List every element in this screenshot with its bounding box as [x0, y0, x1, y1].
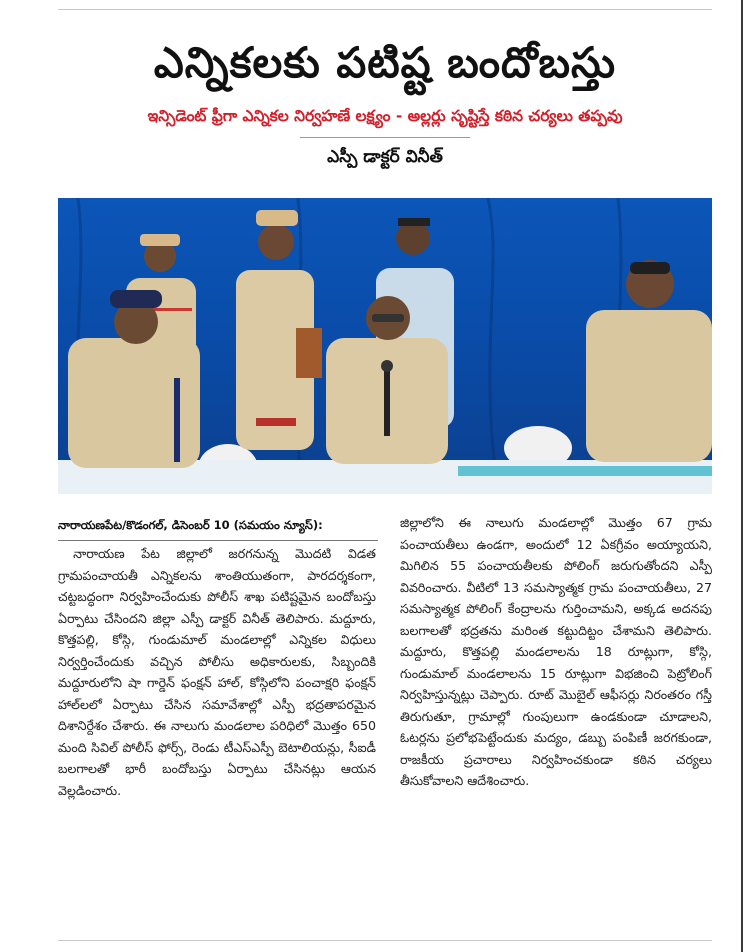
article-paragraph: నారాయణ పేట జిల్లాలో జరగనున్న మొదటి విడత గ్రామపంచాయతీ ఎన్నికలను శాంతియుతంగా, పారదర్శకంగా, చట్టబద్ధంగా నిర్వహించేందుకు పోలీస్ శాఖ పటిష్టమైన బందోబస్తు ఏర్పాటు చేసిందని జిల్లా ఎస్పీ డాక్టర్ వినీత్ తెలిపారు. మద్దూరు, కొత్తపల్లి, కోస్గి, గుండుమాల్ మండలాల్లో ఎన్నికల విధులు నిర్వర్తించేందుకు వచ్చిన పోలీసు అధికారులకు, సిబ్బందికి మద్దూరులోని షా గార్డెన్ ఫంక్షన్ హాల్, కోస్గిలోని పంచాక్షరి ఫంక్షన్ హాల్‌లలో ఏర్పాటు చేసిన సమావేశాల్లో ఎస్పీ భద్రతాపరమైన దిశానిర్దేశం చేశారు. ఈ నాలుగు మండలాల పరిధిలో మొత్తం 650 మంది సివిల్ పోలీస్ ఫోర్స్, రెండు టీఎస్ఎస్పీ బెటాలియన్లు, సీఐడీ బలగాలతో భారీ బందోబస్తు ఏర్పాటు చేసినట్లు ఆయన వెల్లడించారు.: [58, 546, 376, 798]
officer-seated-right: [586, 260, 712, 462]
bottom-rule: [58, 940, 712, 941]
page-edge-rule: [741, 0, 743, 952]
top-rule: [58, 9, 712, 10]
police-meeting-illustration: [58, 198, 712, 494]
article-column-right: [400, 512, 712, 792]
article-paragraph: జిల్లాలోని ఈ నాలుగు మండలాల్లో మొత్తం 67 గ్రామ పంచాయతీలు ఉండగా, అందులో 12 ఏకగ్రీవం అయ్యాయని, మిగిలిన 55 పంచాయతీలకు పోలింగ్ జరుగుతోందని ఎస్పీ వివరించారు. వీటిలో 13 సమస్యాత్మక గ్రామ పంచాయతీలు, 27 సమస్యాత్మక పోలింగ్ కేంద్రాలను గుర్తించామని, అక్కడ అదనపు బలగాలతో భద్రతను మరింత కట్టుదిట్టం చేశామని తెలిపారు. మద్దూరు, కొత్తపల్లి మండలాలను 18 రూట్లుగా, కోస్గి, గుండుమాల్ మండలాలను 15 రూట్లుగా విభజించి పెట్రోలింగ్ నిర్వహిస్తున్నట్లు చెప్పారు. రూట్ మొబైల్ ఆఫీసర్లు నిరంతరం గస్తీ తిరుగుతూ, గ్రామాల్లో గుంపులుగా ఉండకుండా చూడాలని, ఓటర్లను ప్రలోభపెట్టేందుకు మద్యం, డబ్బు పంపిణీ జరగకుండా, రాజకీయ ప్రచారాలు నిర్వహించకుండా కఠిన చర్యలు తీసుకోవాలని ఆదేశించారు.: [400, 515, 712, 788]
dateline: నారాయణపేట/కొడంగల్, డిసెంబర్ 10 (సమయం న్యూస్):: [58, 518, 323, 532]
byline-rule: [300, 137, 470, 138]
news-photo: [58, 198, 712, 494]
byline: ఎస్పీ డాక్టర్ వినీత్: [327, 147, 443, 167]
dateline-rule: [58, 540, 378, 541]
officer-standing-center: [236, 210, 322, 450]
headline: ఎన్నికలకు పటిష్ట బందోబస్తు: [153, 38, 617, 87]
article-column-left: [58, 543, 376, 801]
subheadline: ఇన్సిడెంట్ ఫ్రీగా ఎన్నికల నిర్వహణే లక్ష్యం - అల్లర్లు సృష్టిస్తే కఠిన చర్యలు తప్పవు: [147, 107, 623, 125]
